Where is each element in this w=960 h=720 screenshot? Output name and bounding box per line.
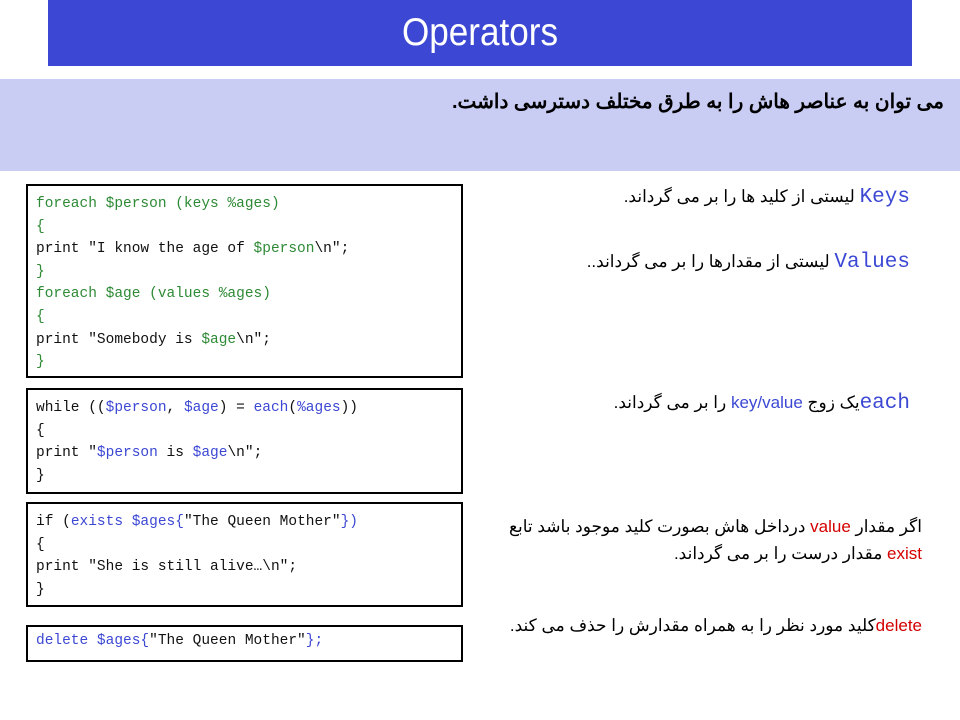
desc-values <box>587 251 910 274</box>
desc-exists-text-mid: درداخل هاش بصورت کلید موجود باشد تابع <box>508 517 811 536</box>
code-token: $person <box>105 400 167 416</box>
code-token: while (( <box>36 400 106 416</box>
code-token: print "She is still alive…\n"; <box>36 559 298 576</box>
code-token: $ages{ <box>131 514 184 530</box>
code-token <box>123 514 132 530</box>
code-line <box>36 238 461 261</box>
code-token: \n"; <box>236 331 271 348</box>
code-token: }) <box>340 514 358 530</box>
code-token: "The Queen Mother" <box>183 514 341 530</box>
code-token: print "I know the age of <box>36 241 254 258</box>
desc-keys-text: لیستی از کلید ها را بر می گرداند. <box>623 187 860 206</box>
code-token: $age <box>183 400 219 416</box>
code-token: { <box>36 308 45 325</box>
code-token: $age <box>201 331 237 348</box>
slide-title: Operators <box>48 0 912 66</box>
desc-each <box>614 392 910 415</box>
code-token: { <box>36 536 45 553</box>
desc-delete-highlight: delete <box>875 616 922 635</box>
desc-keys <box>624 186 910 209</box>
code-token: { <box>36 218 45 235</box>
code-token: $person <box>253 241 315 258</box>
code-token: foreach $age (values %ages) <box>36 286 271 303</box>
code-line <box>36 306 461 329</box>
code-token: exists <box>70 514 124 530</box>
code-line <box>36 193 461 216</box>
code-box-each <box>26 388 463 494</box>
slide-subtitle: می توان به عناصر هاش را به طرق مختلف دسترسی داشت. <box>451 91 944 113</box>
code-token: %ages <box>297 400 341 416</box>
code-line <box>36 420 461 443</box>
desc-exists-highlight-value: value <box>810 517 851 536</box>
desc-exists-text-before: اگر مقدار <box>850 517 922 536</box>
code-line <box>36 351 461 374</box>
desc-exists-text-after: مقدار درست را بر می گرداند. <box>673 544 888 563</box>
code-token: if ( <box>36 514 71 530</box>
code-token: } <box>36 354 45 371</box>
code-line <box>36 511 461 534</box>
desc-each-highlight: key/value <box>730 393 803 412</box>
code-line <box>36 283 461 306</box>
code-token: print "Somebody is <box>36 331 202 348</box>
code-token: } <box>36 263 45 280</box>
code-token: ) = <box>218 400 254 416</box>
code-token: foreach $person (keys %ages) <box>36 196 280 212</box>
code-box-delete <box>26 625 463 662</box>
code-line <box>36 534 461 557</box>
desc-each-text-before: یک زوج <box>802 393 860 412</box>
code-token: "The Queen Mother" <box>149 633 306 649</box>
code-token: { <box>36 422 45 439</box>
code-line <box>36 630 461 653</box>
code-line <box>36 442 461 465</box>
code-token: }; <box>305 633 324 649</box>
code-token: print " <box>36 445 97 462</box>
code-line <box>36 216 461 239</box>
desc-keys-keyword: Keys <box>859 186 910 209</box>
code-token: \n"; <box>314 241 350 258</box>
code-token: )) <box>340 400 359 416</box>
code-token: } <box>36 581 45 598</box>
code-token: is <box>157 445 193 462</box>
code-token: each <box>253 400 289 416</box>
desc-exists <box>504 513 922 567</box>
code-token: ( <box>288 400 298 416</box>
code-token: $age <box>192 445 228 462</box>
desc-delete <box>504 612 922 639</box>
code-token: \n"; <box>227 445 263 462</box>
desc-delete-text: کلید مورد نظر را به همراه مقدارش را حذف می کند. <box>509 616 876 635</box>
code-line <box>36 579 461 602</box>
desc-values-text: لیستی از مقدارها را بر می گرداند.. <box>586 252 835 271</box>
code-line <box>36 556 461 579</box>
code-line <box>36 261 461 284</box>
desc-each-text-after: را بر می گرداند. <box>613 393 731 412</box>
code-token: } <box>36 467 45 484</box>
code-line <box>36 397 461 420</box>
code-box-keys-values <box>26 184 463 378</box>
code-token: , <box>166 400 184 416</box>
subtitle-band <box>0 79 960 171</box>
desc-values-keyword: Values <box>834 251 910 274</box>
code-line <box>36 329 461 352</box>
code-box-exists <box>26 502 463 607</box>
desc-each-keyword: each <box>859 392 910 415</box>
desc-exists-highlight-exist: exist <box>887 544 922 563</box>
code-token: $person <box>96 445 158 462</box>
code-token: delete $ages{ <box>36 633 150 649</box>
code-line <box>36 465 461 488</box>
